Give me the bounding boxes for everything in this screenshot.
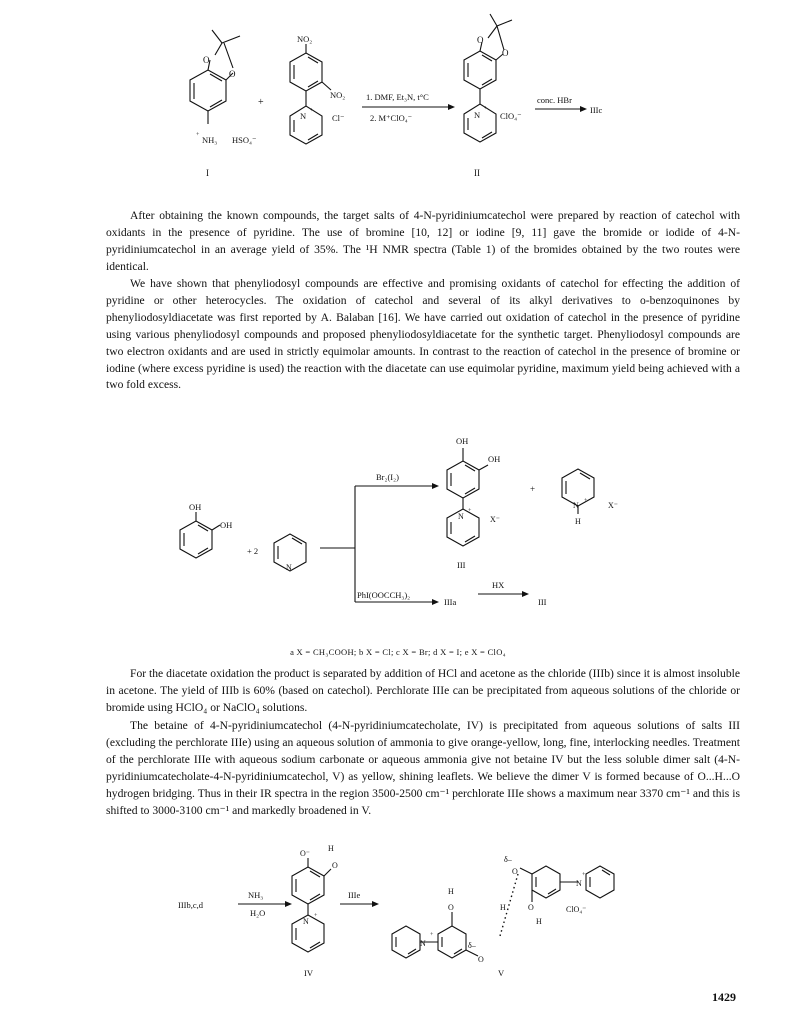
catechol-ring [180,521,212,558]
reactant-salts-label: IIIb,c,d [178,900,204,910]
iv-charge: + [314,913,318,919]
v-hydrogen-right: H [536,917,542,926]
product-nitrogen: N [458,512,464,521]
water-reagent: H₂O [250,908,266,918]
nitro-group-ortho: NO₂ [330,90,346,100]
chloride-label: Cl⁻ [332,113,345,123]
reaction-scheme-1 [0,0,796,190]
step-2-conditions: 2. M⁺ClO₄⁻ [370,113,413,123]
paragraph-3: For the diacetate oxidation the product is separated by addition of HCl and acetone as the chloride (IIIb) since it is almost insoluble in acetone. The yield of IIIb is 60% (based on catechol). Perchlorate IIIe can be precipitated from aqueous solutions of the chloride or bromide using HClO₄ or NaClO₄ solutions. [106,667,740,714]
hx-reagent: HX [492,580,505,590]
iv-nitrogen: N [303,917,309,926]
pyridinium-charge: + [584,498,588,504]
product-iii-label: III [538,597,547,607]
v-oxygen-top: O [512,867,518,876]
product-counterion: X⁻ [490,515,500,524]
bisulfate-label: HSO₄⁻ [232,135,257,145]
v-oxygen-left: O [448,903,454,912]
iv-oxide: O⁻ [300,849,310,858]
perchlorate-reagent: IIIe [348,890,361,900]
paragraph-2: We have shown that phenyliodosyl compounds are effective and promising oxidants of catechol for effecting the addition of pyridine or other heterocycles. The oxidation of catechol and several of its alkyl derivatives to o-benzoquinones by phenyliodosyldiacetate was first reported by A. Balaban [16]. We have carried out oxidation of catechol in the presence of pyridine using various phenyliodosyl compounds and proposed phenyliodosyldiacetate for the synthetic target. Phenyliodosyl compounds are two electron oxidants and are used in strictly equimolar amounts. In contrast to the reaction of catechol in the presence of bromine or iodine (where excess pyridine is used) the reaction with the diacetate can use equimolar pyridine, maximum yield being achieved with a two fold excess. [106,277,740,392]
v-nitrogen-left: N [420,939,426,948]
product-catechol-ring [447,461,479,498]
v-oxygen-right: O [528,903,534,912]
iv-oxygen: O [332,861,338,870]
plus-sign: + [258,97,264,108]
charge-plus: + [196,132,200,138]
v-delta-top: δ– [504,855,512,864]
ring-oxygen-3: O [477,35,484,45]
page-number: 1429 [712,990,736,1004]
compound-ii-benzene-ring [464,51,496,89]
pyridinium-nitrogen-2: N [474,110,481,120]
compound-label-ii: II [474,168,480,178]
v-nitrogen-right: N [576,879,582,888]
v-charge-left: + [430,932,434,938]
nitro-group-top: NO₂ [297,34,313,44]
intermediate-iiia-label: IIIa [444,597,457,607]
charge-plus-2: + [484,106,488,112]
pyridine-nitrogen: N [286,563,292,572]
iv-benzene-ring [292,867,324,904]
pyridinium-hydrogen: H [575,517,581,526]
charge-plus-1: + [310,108,314,114]
diacetate-reagent: PhI(OOCCH₃)₂ [357,590,411,600]
reaction-scheme-2 [0,418,796,643]
pyridinium-nitrogen: N [573,501,579,510]
plus-sign: + [530,484,536,494]
ring-oxygen-1: O [203,55,210,65]
product-iiic-label: IIIc [590,105,603,115]
compound-label-iv: IV [304,968,313,978]
hydroxyl-label-1: OH [189,502,202,512]
iv-hydrogen: H [328,844,334,853]
perchlorate-label: ClO₄⁻ [500,111,522,121]
compound-label-iii: III [457,560,466,570]
hydroxyl-label-2: OH [220,520,233,530]
hbr-reagent: conc. HBr [537,95,572,105]
paragraph-1: After obtaining the known compounds, the target salts of 4-N-pyridiniumcatechol were prepared by reaction of catechol with oxidants in the presence of pyridine. The use of bromine [10, 12] or iodine [9, 11] gave the bromide or iodide of 4-N-pyridiniumcatechol in an average yield of 35%. The ¹H NMR spectra (Table 1) of the bromides obtained by the two routes were identical. [106,209,740,273]
two-equivalents-label: + 2 [247,546,259,556]
ring-oxygen-4: O [502,48,509,58]
product-hydroxyl-2: OH [488,454,501,464]
ring-oxygen-2: O [229,69,236,79]
paragraph-4: The betaine of 4-N-pyridiniumcatechol (4-N-pyridiniumcatecholate, IV) is precipitated from aqueous solutions of salts III (excluding the perchlorate IIIe) using an aqueous solution of ammonia to give orange-yellow, long, fine, interlocking needles. Treatment of the perchlorate IIIe with aqueous sodium carbonate or aqueous ammonia give not betaine IV but the less soluble dimer salt (4-N-pyridiniumcatecholate-4-N-pyridiniumcatechol, V) as yellow, shining leaflets. We believe the dimer V is formed because of O...H...O hydrogen bridging. Thus in their IR spectra in the region 3500-2500 cm⁻¹ perchlorate IIIe shows a maximum near 3370 cm⁻¹ and this is shifted to 3000-3100 cm⁻¹ and markedly broadened in V. [106,719,740,817]
v-hydrogen-bridge: H [500,903,506,912]
scheme-1-drawing [0,0,796,190]
counterion-legend: a X = CH₃COOH; b X = Cl; c X = Br; d X = I; e X = ClO₄ [290,647,506,657]
compound-label-v: V [498,968,505,978]
pyridinium-nitrogen-1: N [300,111,307,121]
product-hydroxyl-1: OH [456,436,469,446]
halogen-reagent: Br₂(I₂) [376,472,399,482]
step-1-conditions: 1. DMF, Et₃N, t°C [366,92,429,102]
v-hydrogen-left: H [448,887,454,896]
v-delta-bottom: δ– [468,941,476,950]
ammonium-label: NH₃ [202,135,218,145]
scheme-2-drawing [0,418,796,643]
compound-i-benzene-ring [190,70,226,111]
compound-label-i: I [206,168,209,178]
ammonia-reagent: NH₃ [248,890,264,900]
v-perchlorate-label: ClO₄⁻ [566,905,587,914]
nitrophenyl-ring [290,53,322,91]
product-charge: + [468,508,472,514]
scheme-3-drawing [0,838,796,988]
pyridinium-counterion: X⁻ [608,501,618,510]
v-oxygen-bottom: O [478,955,484,964]
reaction-scheme-3 [0,838,796,988]
v-charge-right: + [582,872,586,878]
